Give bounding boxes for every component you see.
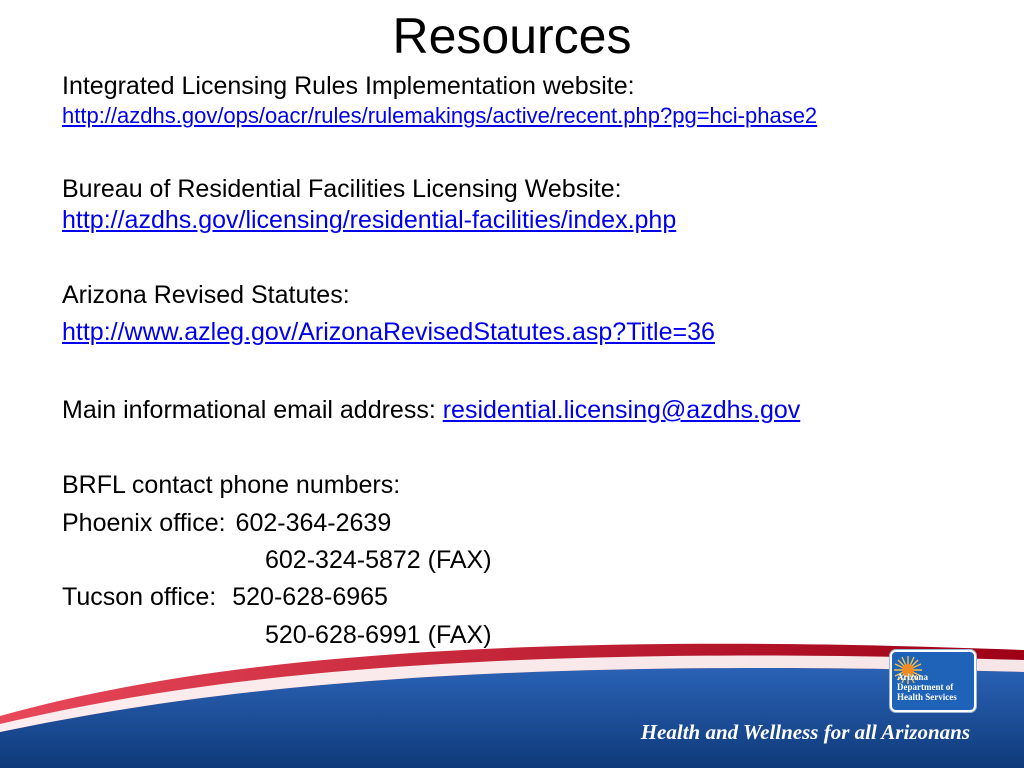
footer-tagline: Health and Wellness for all Arizonans bbox=[640, 720, 970, 744]
rules-label: Integrated Licensing Rules Implementation website: bbox=[62, 72, 635, 100]
logo-line: Health Services bbox=[897, 692, 957, 702]
tucson-row bbox=[62, 581, 388, 613]
statutes-label: Arizona Revised Statutes: bbox=[62, 281, 350, 309]
email-link[interactable]: residential.licensing@azdhs.gov bbox=[442, 396, 801, 424]
phoenix-fax: 602-324-5872 (FAX) bbox=[265, 546, 492, 574]
bureau-link[interactable]: http://azdhs.gov/licensing/residential-facilities/index.php bbox=[62, 206, 677, 234]
tucson-label: Tucson office: bbox=[62, 583, 217, 611]
footer-swoosh bbox=[0, 620, 1024, 768]
rules-link[interactable]: http://azdhs.gov/ops/oacr/rules/rulemakings/active/recent.php?pg=hci-phase2 bbox=[62, 103, 818, 128]
logo-line: Arizona bbox=[897, 672, 928, 682]
email-row bbox=[62, 394, 800, 426]
statutes-link[interactable]: http://www.azleg.gov/ArizonaRevisedStatutes.asp?Title=36 bbox=[62, 318, 715, 346]
phoenix-row bbox=[62, 507, 391, 539]
tucson-fax: 520-628-6991 (FAX) bbox=[265, 621, 492, 649]
azdhs-logo bbox=[890, 650, 976, 712]
page-title: Resources bbox=[392, 8, 632, 64]
phones-label: BRFL contact phone numbers: bbox=[62, 471, 401, 499]
footer-banner bbox=[0, 620, 1024, 768]
phoenix-phone: 602-364-2639 bbox=[235, 509, 392, 537]
logo-text bbox=[897, 672, 957, 702]
tucson-phone: 520-628-6965 bbox=[232, 583, 388, 611]
logo-line: Department of bbox=[897, 682, 954, 692]
email-label: Main informational email address: bbox=[62, 396, 443, 424]
bureau-label: Bureau of Residential Facilities Licensing Website: bbox=[62, 175, 622, 203]
phoenix-label: Phoenix office: bbox=[62, 509, 226, 537]
